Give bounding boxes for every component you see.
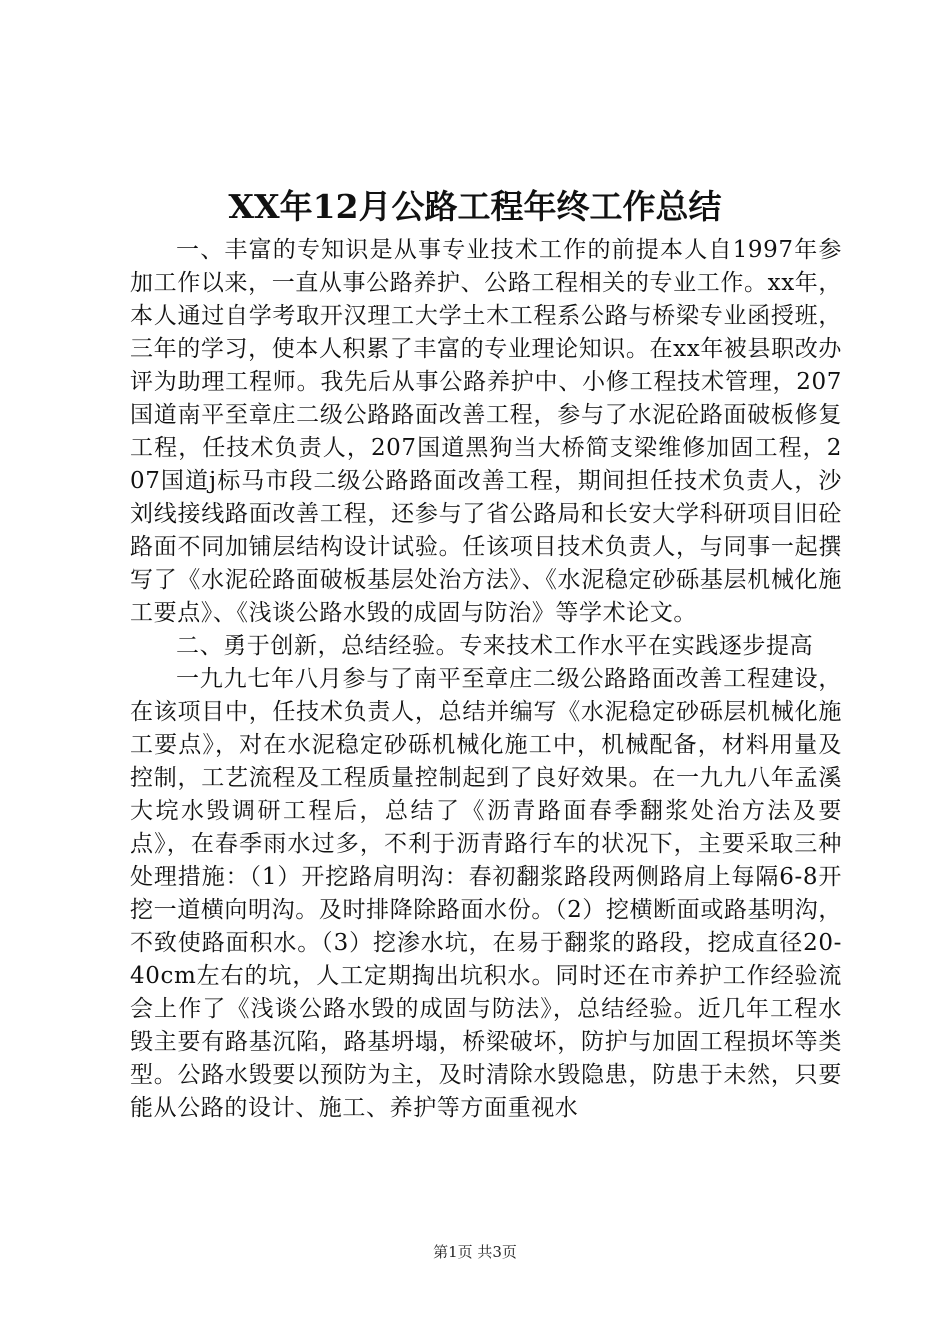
document-body <box>130 234 842 1125</box>
page-footer: 第1页 共3页 <box>433 1243 517 1261</box>
paragraph-2: 二、勇于创新，总结经验。专来技术工作水平在实践逐步提高 <box>176 633 814 659</box>
paragraph-1: 一、丰富的专知识是从事专业技术工作的前提本人自1997年参加工作以来，一直从事公路养护、公路工程相关的专业工作。xx年，本人通过自学考取开汉理工大学土木工程系公路与桥梁专业函授班，三年的学习，使本人积累了丰富的专业理论知识。在xx年被县职改办评为助理工程师。我先后从事公路养护中、小修工程技术管理，207国道南平至章庄二级公路路面改善工程，参与了水泥砼路面破板修复工程，任技术负责人，207国道黑狗当大桥简支梁维修加固工程，207国道j标马市段二级公路路面改善工程，期间担任技术负责人，沙刘线接线路面改善工程，还参与了省公路局和长安大学科研项目旧砼路面不同加铺层结构设计试验。任该项目技术负责人，与同事一起撰写了《水泥砼路面破板基层处治方法》、《水泥稳定砂砾基层机械化施工要点》、《浅谈公路水毁的成固与防治》等学术论文。 <box>130 237 842 626</box>
document-title: XX年12月公路工程年终工作总结 <box>228 187 722 226</box>
paragraph-3: 一九九七年八月参与了南平至章庄二级公路路面改善工程建设，在该项目中，任技术负责人，总结并编写《水泥稳定砂砾层机械化施工要点》，对在水泥稳定砂砾机械化施工中，机械配备，材料用量及控制，工艺流程及工程质量控制起到了良好效果。在一九九八年孟溪大垸水毁调研工程后，总结了《沥青路面春季翻浆处治方法及要点》，在春季雨水过多，不利于沥青路行车的状况下，主要采取三种处理措施：（1）开挖路肩明沟：春初翻浆路段两侧路肩上每隔6-8开挖一道横向明沟。及时排降除路面水份。（2）挖横断面或路基明沟，不致使路面积水。（3）挖渗水坑，在易于翻浆的路段，挖成直径20-40cm左右的坑，人工定期掏出坑积水。同时还在市养护工作经验流会上作了《浅谈公路水毁的成固与防法》，总结经验。近几年工程水毁主要有路基沉陷，路基坍塌，桥梁破坏，防护与加固工程损坏等类型。公路水毁要以预防为主，及时清除水毁隐患，防患于未然，只要能从公路的设计、施工、养护等方面重视水 <box>130 666 842 1121</box>
